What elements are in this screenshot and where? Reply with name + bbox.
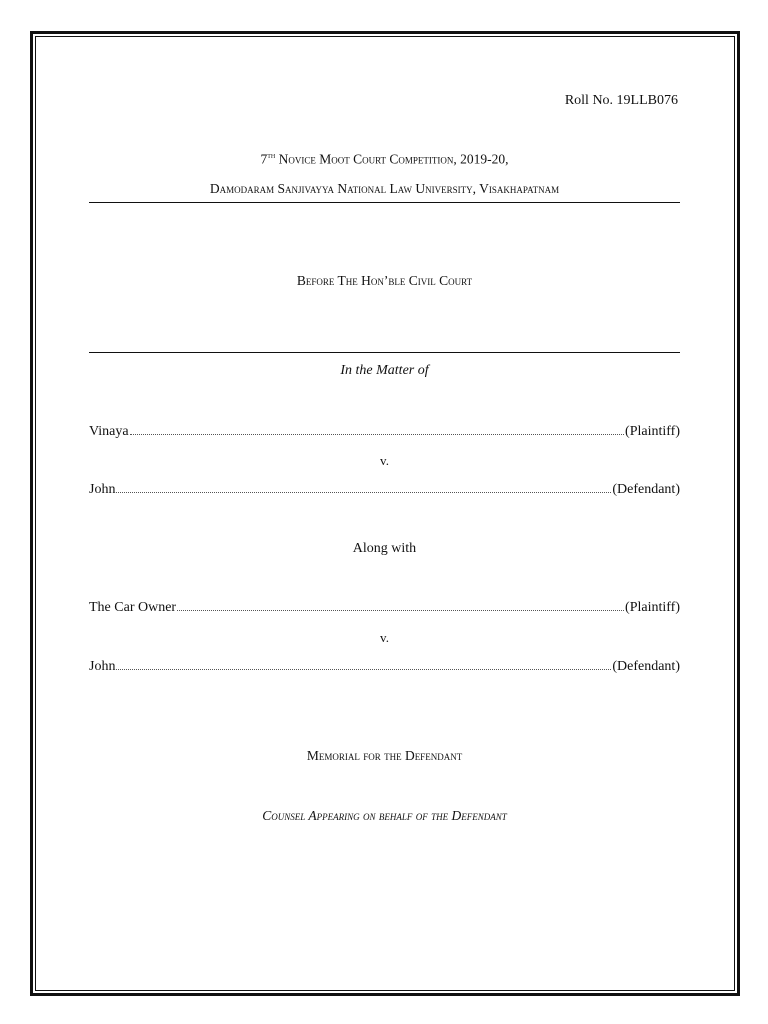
matter-heading: In the Matter of xyxy=(340,363,429,378)
case-one-versus: v. xyxy=(380,453,389,468)
case-one-plaintiff-role: (Plaintiff) xyxy=(625,424,680,439)
case-one-defendant-line xyxy=(89,482,680,498)
dot-leader xyxy=(116,669,611,670)
roll-number: Roll No. 19LLB076 xyxy=(564,93,678,108)
page-border-inner xyxy=(35,36,735,991)
case-two-plaintiff-line xyxy=(89,600,680,616)
case-two-defendant-line xyxy=(89,659,680,675)
competition-title xyxy=(89,150,680,168)
dot-leader xyxy=(130,434,624,435)
dot-leader xyxy=(177,610,624,611)
case-two-versus: v. xyxy=(380,630,389,645)
header-divider xyxy=(89,202,680,203)
along-with-text: Along with xyxy=(352,541,417,556)
university-name: Damodaram Sanjivayya National Law University, Visakhapatnam xyxy=(209,181,560,196)
memorial-title: Memorial for the Defendant xyxy=(306,748,463,763)
court-name: Before The Hon’ble Civil Court xyxy=(296,273,473,288)
counsel-line: Counsel Appearing on behalf of the Defendant xyxy=(262,808,507,823)
case-two-plaintiff-role: (Plaintiff) xyxy=(625,600,680,615)
case-two-defendant-role: (Defendant) xyxy=(612,659,680,674)
case-one-defendant-name: John xyxy=(89,482,116,497)
competition-ordinal: 7 xyxy=(260,151,268,167)
case-two-plaintiff-name: The Car Owner xyxy=(89,600,177,615)
matter-divider xyxy=(89,352,680,353)
case-two-defendant-name: John xyxy=(89,659,116,674)
competition-ordinal-suffix: th xyxy=(267,150,276,160)
dot-leader xyxy=(116,492,611,493)
case-one-plaintiff-line xyxy=(89,424,680,440)
case-one-plaintiff-name: Vinaya xyxy=(89,424,129,439)
competition-name: Novice Moot Court Competition, 2019-20, xyxy=(278,151,509,167)
case-one-defendant-role: (Defendant) xyxy=(612,482,680,497)
